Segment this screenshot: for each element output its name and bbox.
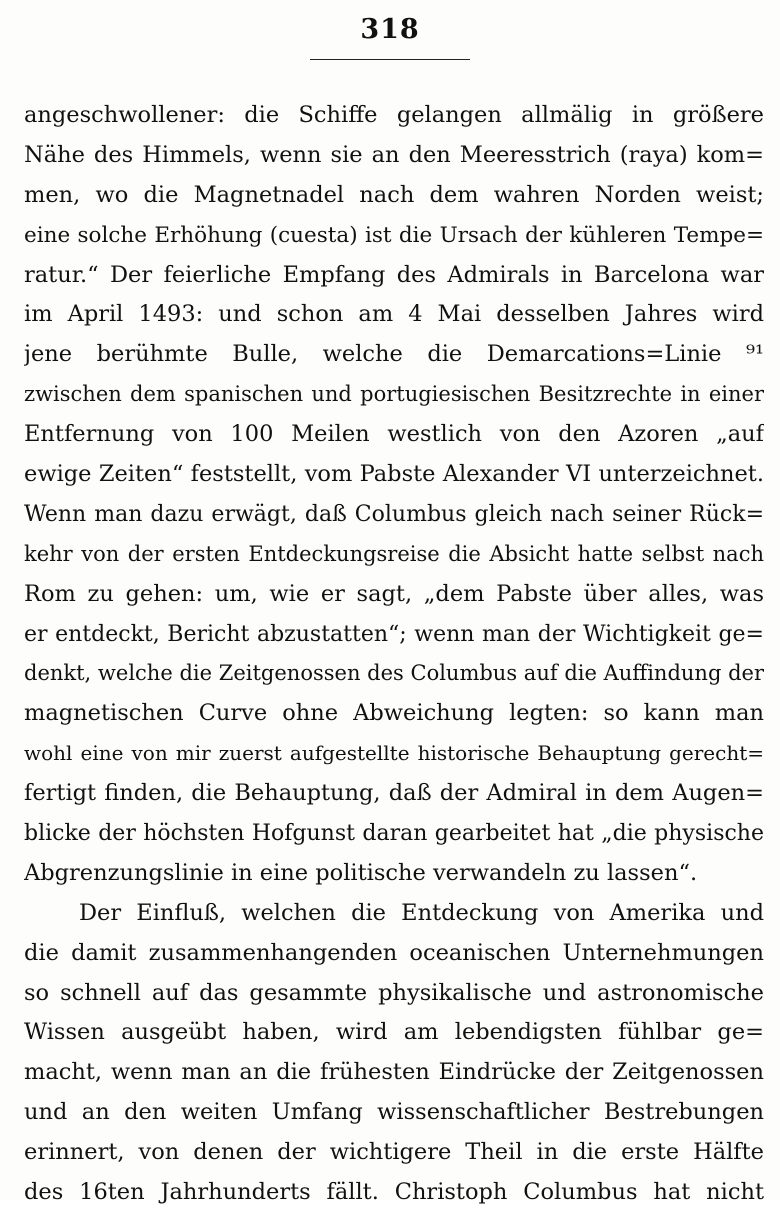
text-line: blicke der höchsten Hofgunst daran gearbeitet hat „die physische [24,821,764,847]
text-line: Der Einfluß, welchen die Entdeckung von Amerika und [79,899,764,926]
text-line: kehr von der ersten Entdeckungsreise die Absicht hatte selbst nach [24,541,764,566]
text-line: so schnell auf das gesammte physikalische und astronomische [24,979,764,1006]
text-line: jene berühmte Bulle, welche die Demarcations=Linie ⁹¹ [24,341,764,368]
text-line: ratur.“ Der feierliche Empfang des Admirals in Barcelona war [24,261,764,288]
text-line: erinnert, von denen der wichtigere Theil in die erste Hälfte [24,1139,764,1166]
text-line: er entdeckt, Bericht abzustatten“; wenn man der Wichtigkeit ge= [24,621,764,647]
text-line: angeschwollener: die Schiffe gelangen allmälig in größere [24,102,764,128]
body-text [24,96,764,1213]
page-number: 318 [360,14,420,45]
text-line: eine solche Erhöhung (cuesta) ist die Ursach der kühleren Tempe= [24,222,764,248]
text-line: wohl eine von mir zuerst aufgestellte historische Behauptung gerecht= [24,741,764,766]
text-line: denkt, welche die Zeitgenossen des Columbus auf die Auffindung der [24,661,764,686]
text-line: Nähe des Himmels, wenn sie an den Meeresstrich (raya) kom= [24,141,764,168]
text-line: Entfernung von 100 Meilen westlich von den Azoren „auf [24,421,764,448]
text-line: macht, wenn man an die frühesten Eindrücke der Zeitgenossen [24,1059,764,1086]
header-rule [310,59,470,60]
text-line: fertigt finden, die Behauptung, daß der Admiral in dem Augen= [24,780,764,807]
text-line: zwischen dem spanischen und portugiesischen Besitzrechte in einer [24,382,764,407]
text-line: magnetischen Curve ohne Abweichung legten: so kann man [24,700,764,727]
text-line: im April 1493: und schon am 4 Mai desselben Jahres wird [24,301,764,328]
text-line: des 16ten Jahrhunderts fällt. Christoph Columbus hat nicht [24,1179,764,1206]
text-line: die damit zusammenhangenden oceanischen Unternehmungen [24,939,764,966]
text-line: Abgrenzungslinie in eine politische verwandeln zu lassen“. [24,859,698,886]
text-line: Rom zu gehen: um, wie er sagt, „dem Pabste über alles, was [24,580,764,607]
text-line: Wissen ausgeübt haben, wird am lebendigsten fühlbar ge= [24,1019,764,1046]
text-line: und an den weiten Umfang wissenschaftlicher Bestrebungen [24,1099,764,1126]
text-line: ewige Zeiten“ feststellt, vom Pabste Alexander VI unterzeichnet. [24,461,764,488]
text-line: men, wo die Magnetnadel nach dem wahren Norden weist; [24,181,764,208]
text-line: Wenn man dazu erwägt, daß Columbus gleich nach seiner Rück= [24,501,764,527]
